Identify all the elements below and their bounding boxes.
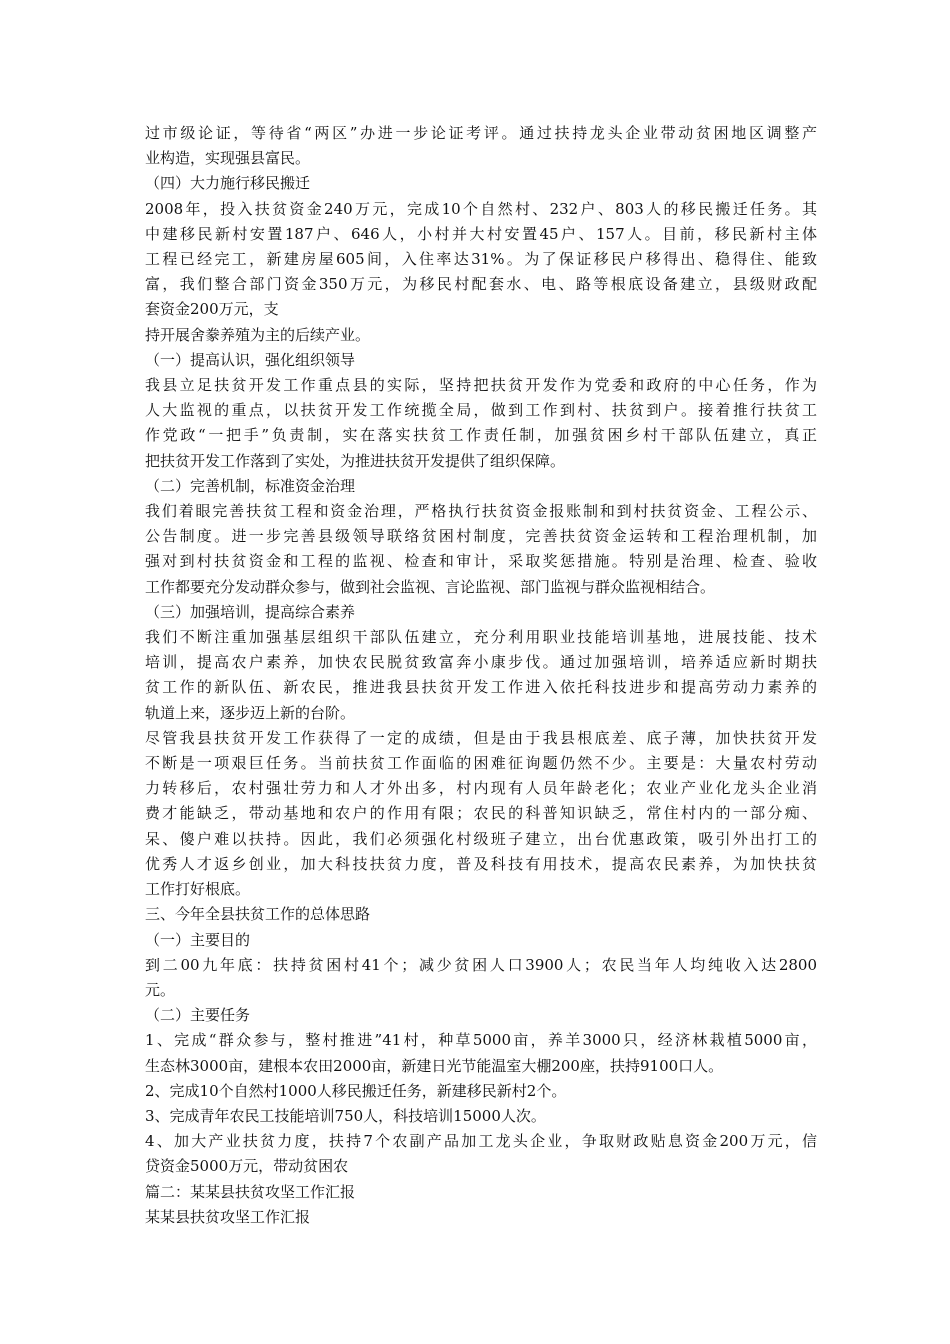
paragraph-line: 持开展舍豢养殖为主的后续产业。: [145, 325, 371, 344]
paragraph-line: 我们不断注重加强基层组织干部队伍建立，充分利用职业技能培训基地，进展技能、技术: [145, 628, 817, 647]
paragraph-line: 中建移民新村安置187户、646人，小村并大村安置45户、157人。目前，移民新村主体: [145, 224, 817, 243]
paragraph-line: 过市级论证，等待省“两区”办进一步论证考评。通过扶持龙头企业带动贫困地区调整产: [145, 124, 817, 142]
section-heading: （一）主要目的: [145, 930, 251, 949]
paragraph-line: 费才能缺乏，带动基地和农户的作用有限；农民的科普知识缺乏，常住村内的一部分痴、: [145, 804, 817, 823]
paragraph-line: 1、完成“群众参与，整村推进”41村，种草5000亩，养羊3000只，经济林栽植5000亩，: [145, 1031, 817, 1050]
paragraph-line: 强对到村扶贫资金和工程的监视、检查和审计，采取奖惩措施。特别是治理、检查、验收: [145, 552, 817, 571]
section-heading: （一）提高认识，强化组织领导: [145, 350, 356, 369]
paragraph-line: 我们着眼完善扶贫工程和资金治理，严格执行扶贫资金报账制和到村扶贫资金、工程公示、: [145, 502, 817, 521]
paragraph-line: 作党政“一把手”负责制，实在落实扶贫工作责任制，加强贫困乡村干部队伍建立，真正: [145, 426, 817, 445]
paragraph-line: 工作都要充分发动群众参与，做到社会监视、言论监视、部门监视与群众监视相结合。: [145, 577, 716, 596]
paragraph-line: 贫工作的新队伍、新农民，推进我县扶贫开发工作进入依托科技进步和提高劳动力素养的: [145, 678, 817, 697]
paragraph-line: 到二00九年底：扶持贫困村41个；减少贫困人口3900人；农民当年人均纯收入达2800: [145, 955, 817, 974]
paragraph-line: 2008年，投入扶贫资金240万元，完成10个自然村、232户、803人的移民搬迁任务。其: [145, 199, 817, 218]
paragraph-line: 培训，提高农户素养，加快农民脱贫致富奔小康步伐。通过加强培训，培养适应新时期扶: [145, 653, 817, 672]
paragraph-line: 公告制度。进一步完善县级领导联络贫困村制度，完善扶贫资金运转和工程治理机制，加: [145, 527, 817, 546]
paragraph-line: 力转移后，农村强壮劳力和人才外出多，村内现有人员年龄老化；农业产业化龙头企业消: [145, 779, 817, 798]
paragraph-line: 4、加大产业扶贫力度，扶持7个农副产品加工龙头企业，争取财政贴息资金200万元，信: [145, 1132, 817, 1151]
section-heading: （二）完善机制，标准资金治理: [145, 476, 356, 495]
paragraph-line: 3、完成青年农民工技能培训750人，科技培训15000人次。: [145, 1106, 546, 1125]
section-heading: （四）大力施行移民搬迁: [145, 174, 311, 193]
paragraph-line: 不断是一项艰巨任务。当前扶贫工作面临的困难征询题仍然不少。主要是：大量农村劳动: [145, 754, 817, 773]
paragraph-line: 尽管我县扶贫开发工作获得了一定的成绩，但是由于我县根底差、底子薄，加快扶贫开发: [145, 728, 817, 747]
paragraph-line: 贷资金5000万元，带动贫困农: [145, 1157, 349, 1176]
section-heading: （三）加强培训，提高综合素养: [145, 602, 356, 621]
section-heading: 某某县扶贫攻坚工作汇报: [145, 1207, 311, 1226]
paragraph-line: 把扶贫开发工作落到了实处，为推进扶贫开发提供了组织保障。: [145, 451, 566, 470]
paragraph-line: 轨道上来，逐步迈上新的台阶。: [145, 703, 356, 722]
paragraph-line: 富，我们整合部门资金350万元，为移民村配套水、电、路等根底设备建立，县级财政配: [145, 275, 817, 294]
document-page: [145, 121, 817, 1230]
paragraph-line: 生态林3000亩，建根本农田2000亩，新建日光节能温室大棚200座，扶持9100口人。: [145, 1056, 724, 1075]
paragraph-line: 工作打好根底。: [145, 880, 251, 899]
section-heading: 篇二：某某县扶贫攻坚工作汇报: [145, 1182, 356, 1201]
paragraph-line: 2、完成10个自然村1000人移民搬迁任务，新建移民新村2个。: [145, 1081, 567, 1100]
section-heading: （二）主要任务: [145, 1006, 251, 1025]
paragraph-line: 工程已经完工，新建房屋605间，入住率达31%。为了保证移民户移得出、稳得住、能致: [145, 250, 817, 269]
paragraph-line: 套资金200万元，支: [145, 300, 279, 319]
paragraph-line: 优秀人才返乡创业，加大科技扶贫力度，普及科技有用技术，提高农民素养，为加快扶贫: [145, 854, 817, 873]
paragraph-line: 元。: [145, 980, 176, 999]
paragraph-line: 呆、傻户难以扶持。因此，我们必须强化村级班子建立，出台优惠政策，吸引外出打工的: [145, 829, 817, 848]
paragraph-line: 人大监视的重点，以扶贫开发工作统揽全局，做到工作到村、扶贫到户。接着推行扶贫工: [145, 401, 817, 420]
paragraph-line: 业构造，实现强县富民。: [145, 149, 311, 168]
paragraph-line: 我县立足扶贫开发工作重点县的实际，坚持把扶贫开发作为党委和政府的中心任务，作为: [145, 376, 817, 395]
section-heading: 三、今年全县扶贫工作的总体思路: [145, 905, 371, 924]
